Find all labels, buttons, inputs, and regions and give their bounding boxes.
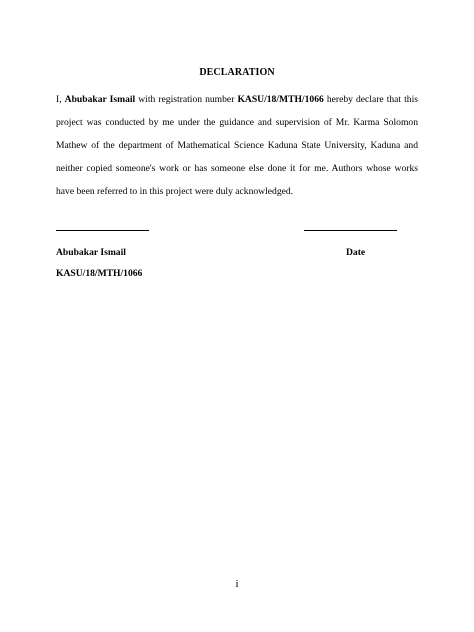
paragraph-text-middle: with registration number [135, 94, 238, 105]
page-number: i [235, 578, 239, 590]
paragraph-text-start: I, [56, 94, 65, 105]
date-line [304, 230, 397, 231]
declaration-paragraph [56, 88, 418, 203]
paragraph-text-end: hereby declare that this project was conducted by me under the guidance and supervision of Mr. Karma Solomon Mathew of the department of Mathematical Science Kaduna State University, Kaduna and neither copied someone's work or has someone else done it for me. Authors whose works have been referred to in this project were duly acknowledged. [56, 94, 418, 197]
student-name-inline: Abubakar Ismail [64, 94, 136, 105]
signatory-name: Abubakar Ismail [56, 247, 126, 258]
signatory-registration-number: KASU/18/MTH/1066 [56, 268, 143, 279]
date-label: Date [346, 247, 366, 258]
registration-number-inline: KASU/18/MTH/1066 [237, 94, 324, 105]
document-title: DECLARATION [199, 67, 275, 78]
signature-line [56, 230, 149, 231]
